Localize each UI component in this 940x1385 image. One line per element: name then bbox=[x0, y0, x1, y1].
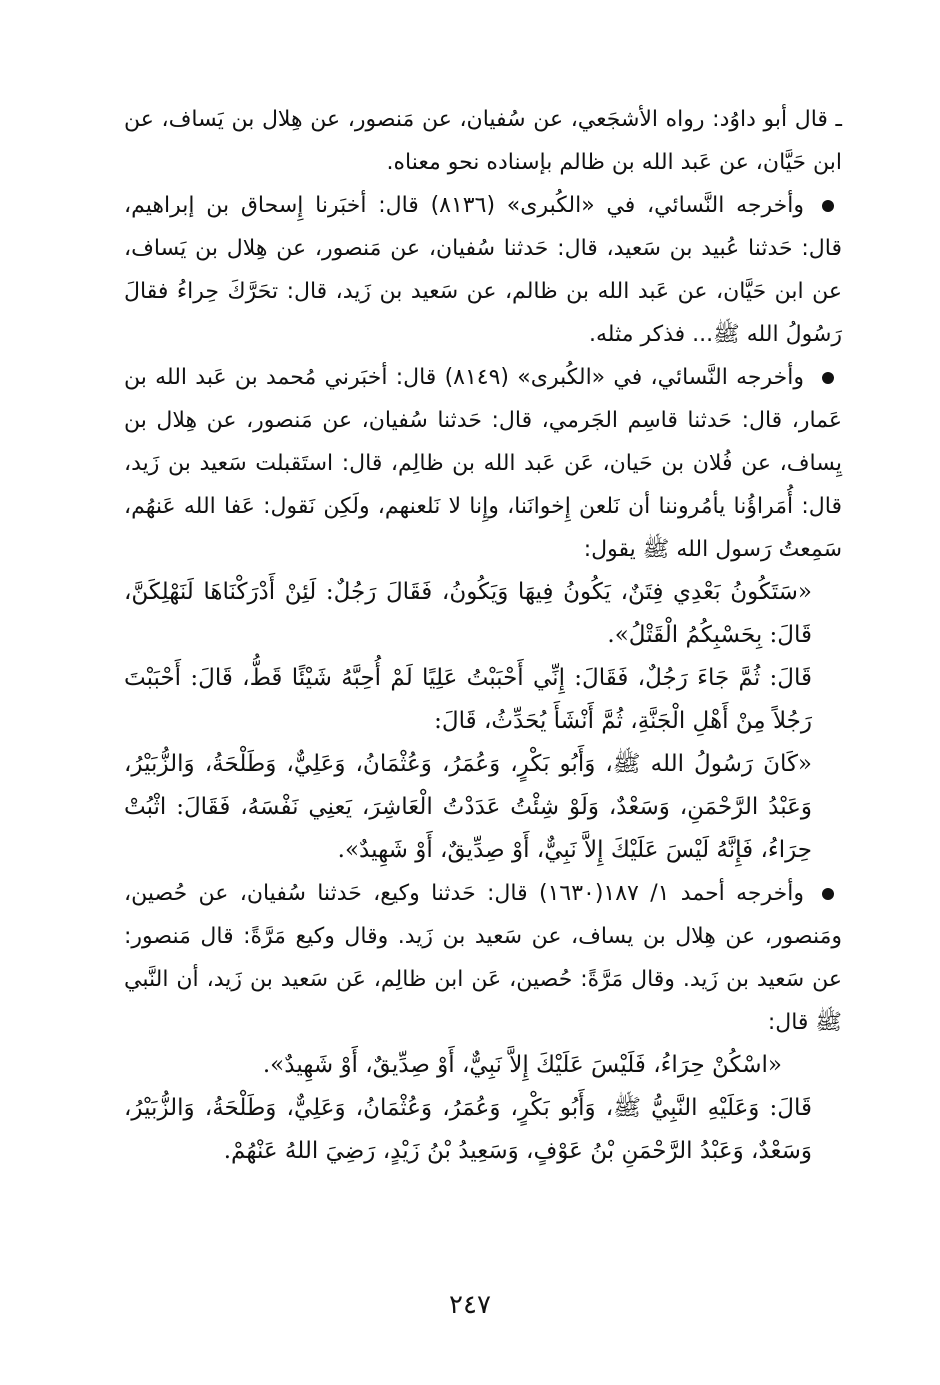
bullet-icon bbox=[822, 200, 834, 212]
paragraph-text: وأخرجه النَّسائي، في «الكُبرى» (٨١٣٦) قال: أخبَرنا إِسحاق بن إبراهيم، قال: حَدثنا عُبيد بن سَعيد، قال: حَدثنا سُفيان، عن مَنصور، عن هِلال بن يَساف، عن ابن حَيَّان، عن عَبد الله بن ظالم، عن سَعيد بن زَيد، قال: تحَرَّكَ حِراءُ فقالَ رَسُولُ الله ﷺ... فذكر مثله. bbox=[124, 193, 842, 347]
paragraph-nasai-8136 bbox=[124, 184, 842, 356]
paragraph-text: وأخرجه النَّسائي، في «الكُبرى» (٨١٤٩) قال: أخبَرني مُحمد بن عَبد الله بن عَمار، قال: حَدثنا قاسِم الجَرمي، قال: حَدثنا سُفيان، عن مَنصور، عن هِلال بن يِساف، عن فُلان بن حَيان، عَن عَبد الله بن ظالِم، قال: استَقبلت سَعيد بن زَيد، قال: أُمَراؤُنا يأمُروننا أن نَلعن إِخوانَنا، وإِنا لا نَلعنهم، ولَكِن نَقول: عَفا الله عَنهُم، سَمِعتُ رَسول الله ﷺ يقول: bbox=[124, 365, 842, 562]
bullet-icon bbox=[822, 372, 834, 384]
paragraph-ahmad bbox=[124, 872, 842, 1044]
paragraph-nasai-8149 bbox=[124, 356, 842, 571]
hadith-quote-ali: قَالَ: ثُمَّ جَاءَ رَجُلٌ، فَقَالَ: إِنِّي أَحْبَبْتُ عَلِيًا لَمْ أُحِبَّهُ شَيْئًا قَطُّ، قَالَ: أَحْبَبْتَ رَجُلاً مِنْ أَهْلِ الْجَنَّةِ، ثُمَّ أَنْشَأَ يُحَدِّثُ، قَالَ: bbox=[124, 665, 812, 734]
page-body bbox=[124, 98, 842, 1173]
paragraph-text: وأخرجه أحمد ١/ ١٨٧(١٦٣٠) قال: حَدثنا وكيع، حَدثنا سُفيان، عن حُصين، ومَنصور، عن هِلال بن يساف، عن سَعيد بن زَيد. وقال وكيع مَرَّةً: قال مَنصور: عن سَعيد بن زَيد. وقال مَرَّةً: حُصين، عَن ابن ظالِم، عَن سَعيد بن زَيد، أن النَّبي ﷺ قال: bbox=[124, 881, 842, 1035]
hadith-quote-fitan: «سَتَكُونُ بَعْدِي فِتَنٌ، يَكُونُ فِيهَا وَيَكُونُ، فَقَالَ رَجُلٌ: لَئِنْ أَدْرَكْنَاهَا لَنَهْلِكَنَّ، قَالَ: بِحَسْبِكُمُ الْقَتْلُ». bbox=[124, 579, 812, 648]
bullet-icon bbox=[822, 888, 834, 900]
paragraph-abu-dawud: ـ قال أبو داوُد: رواه الأشجَعي، عن سُفيان، عن مَنصور، عن هِلال بن يَساف، عن ابن حَيَّان، عن عَبد الله بن ظالم بإسناده نحو معناه. bbox=[124, 107, 842, 175]
hadith-quote-uskun: «اسْكُنْ حِرَاءُ، فَلَيْسَ عَلَيْكَ إِلاَّ نَبِيٌّ، أَوْ صِدِّيقٌ، أَوْ شَهِيدٌ». bbox=[262, 1052, 782, 1078]
hadith-quote-hira: «كَانَ رَسُولُ الله ﷺ، وَأَبُو بَكْرٍ، وَعُمَرُ، وَعُثْمَانُ، وَعَلِيٌّ، وَطَلْحَةُ، وَالزُّبَيْرُ، وَعَبْدُ الرَّحْمَنِ، وَسَعْدٌ، وَلَوْ شِئْتُ عَدَدْتُ الْعَاشِرَ، يَعنِي نَفْسَهُ، فَقَالَ: اثْبُتْ حِرَاءُ، فَإِنَّهُ لَيْسَ عَلَيْكَ إِلاَّ نَبِيٌّ، أَوْ صِدِّيقٌ، أَوْ شَهِيدٌ». bbox=[124, 751, 812, 863]
hadith-quote-companions: قَالَ: وَعَلَيْهِ النَّبِيُّ ﷺ، وَأَبُو بَكْرٍ، وَعُمَرُ، وَعُثْمَانُ، وَعَلِيٌّ، وَطَلْحَةُ، وَالزُّبَيْرُ، وَسَعْدٌ، وَعَبْدُ الرَّحْمَنِ بْنُ عَوْفٍ، وَسَعِيدُ بْنُ زَيْدٍ، رَضِيَ اللهُ عَنْهُمْ. bbox=[124, 1095, 812, 1164]
page-number: ٢٤٧ bbox=[449, 1290, 491, 1320]
